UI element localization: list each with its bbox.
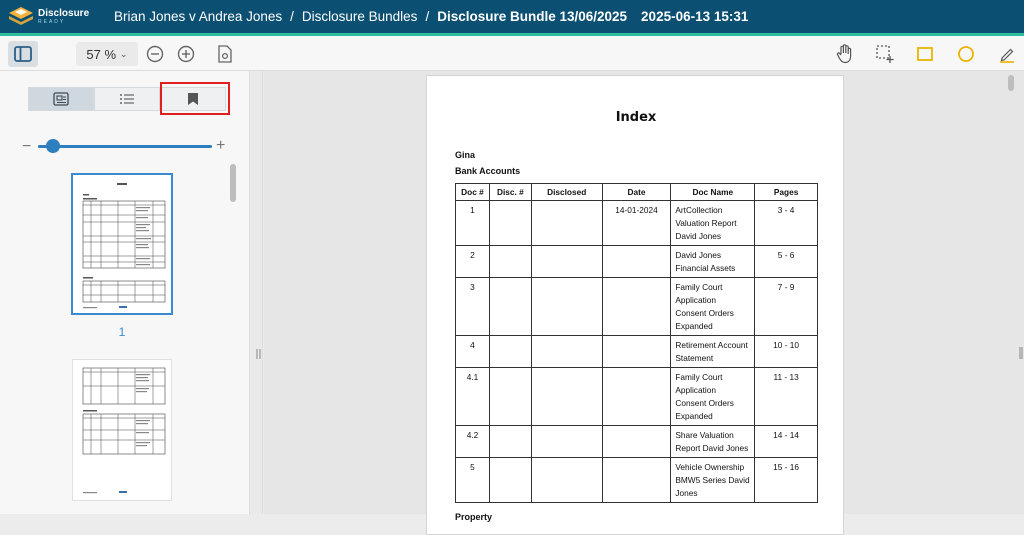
zoom-value: 57 %: [86, 46, 117, 62]
date-cell: 14-01-2024: [602, 201, 671, 246]
doc-name-cell: [671, 246, 755, 278]
panel-resize-handle[interactable]: [251, 71, 263, 514]
index-table: [455, 183, 818, 503]
sidebar-toggle-button[interactable]: [8, 41, 38, 67]
brand-logo[interactable]: [8, 6, 98, 28]
tab-outline[interactable]: [94, 87, 160, 111]
thumbnail-page-number: 1: [118, 325, 126, 339]
section-person: Gina: [455, 150, 476, 160]
pen-tool-button[interactable]: [997, 44, 1017, 64]
thumbnail-size-slider[interactable]: [22, 137, 232, 153]
doc-name-line: BMW5 Series David: [675, 475, 750, 485]
document-page: [426, 75, 844, 535]
doc-name-line: Expanded: [675, 321, 713, 331]
pages-cell: 7 - 9: [755, 278, 818, 336]
date-cell: [602, 336, 671, 368]
disclosed-cell: [531, 278, 602, 336]
date-cell: [602, 426, 671, 458]
column-header: Doc #: [456, 184, 490, 201]
brand-subtitle: READY: [38, 18, 66, 25]
doc-name-cell: [671, 458, 755, 503]
viewer-scrollbar[interactable]: [1004, 71, 1018, 514]
select-area-button[interactable]: [875, 44, 895, 64]
section-next: Property: [455, 512, 493, 522]
column-header: Pages: [755, 184, 818, 201]
thumbnail-sidebar: [0, 71, 250, 514]
zoom-out-button[interactable]: [146, 45, 164, 63]
doc-name-line: Retirement Account: [675, 340, 748, 350]
disclosed-cell: [531, 368, 602, 426]
zoom-in-icon: [177, 45, 195, 63]
pan-tool-button[interactable]: [835, 44, 855, 64]
doc-number-cell: 4.1: [456, 368, 490, 426]
table-row: [456, 336, 818, 368]
brand-name: Disclosure: [38, 7, 90, 19]
doc-name-line: Family Court: [675, 282, 723, 292]
doc-name-line: Report David Jones: [675, 443, 749, 453]
breadcrumb: [114, 9, 748, 24]
doc-name-line: David Jones: [675, 250, 722, 260]
page-thumbnail-preview: [73, 360, 171, 500]
plus-icon[interactable]: +: [216, 137, 226, 154]
outline-list-icon: [119, 93, 135, 105]
doc-name-line: Financial Assets: [675, 263, 736, 273]
table-row: [456, 201, 818, 246]
scrollbar-thumb[interactable]: [1008, 75, 1014, 91]
page-thumbnail-preview: [73, 175, 171, 313]
column-header: Disclosed: [531, 184, 602, 201]
rectangle-icon: [916, 46, 934, 62]
doc-number-cell: 5: [456, 458, 490, 503]
doc-number-cell: 4.2: [456, 426, 490, 458]
pages-cell: 14 - 14: [755, 426, 818, 458]
breadcrumb-separator: /: [290, 9, 294, 24]
page-title: Index: [615, 110, 657, 125]
table-row: [456, 458, 818, 503]
page-thumbnail[interactable]: [72, 359, 172, 501]
doc-name-cell: [671, 368, 755, 426]
disclosed-cell: [531, 336, 602, 368]
chevron-down-icon: ⌄: [120, 48, 128, 59]
doc-name-cell: [671, 426, 755, 458]
disclosed-cell: [531, 426, 602, 458]
doc-name-line: Share Valuation: [675, 430, 734, 440]
pages-cell: 15 - 16: [755, 458, 818, 503]
date-cell: [602, 278, 671, 336]
doc-name-line: Consent Orders: [675, 398, 734, 408]
app-header: [0, 0, 1024, 36]
breadcrumb-bundle: Disclosure Bundle 13/06/2025: [437, 9, 628, 24]
column-header: Doc Name: [671, 184, 755, 201]
disclosed-cell: [531, 246, 602, 278]
table-row: [456, 246, 818, 278]
doc-name-line: Application: [675, 385, 716, 395]
table-row: [456, 426, 818, 458]
doc-name-line: Expanded: [675, 411, 713, 421]
pages-cell: 3 - 4: [755, 201, 818, 246]
doc-name-cell: [671, 336, 755, 368]
page-thumbnail[interactable]: [71, 173, 173, 315]
doc-name-cell: [671, 201, 755, 246]
table-row: [456, 278, 818, 336]
pen-icon: [998, 45, 1016, 63]
pages-cell: 11 - 13: [755, 368, 818, 426]
minus-icon[interactable]: −: [22, 138, 32, 155]
doc-number-cell: 4: [456, 336, 490, 368]
table-header-row: [456, 184, 818, 201]
thumbnail-scrollbar[interactable]: [230, 164, 236, 202]
tab-thumbnails[interactable]: [28, 87, 94, 111]
hand-icon: [836, 44, 854, 64]
doc-name-cell: [671, 278, 755, 336]
circle-icon: [957, 45, 975, 63]
select-area-icon: [875, 44, 895, 64]
disc-number-cell: [489, 368, 531, 426]
disc-number-cell: [489, 246, 531, 278]
table-row: [456, 368, 818, 426]
doc-name-line: David Jones: [675, 231, 722, 241]
circle-tool-button[interactable]: [956, 44, 976, 64]
column-header: Disc. #: [489, 184, 531, 201]
zoom-in-button[interactable]: [177, 45, 195, 63]
disc-number-cell: [489, 336, 531, 368]
disc-number-cell: [489, 426, 531, 458]
doc-name-line: Valuation Report: [675, 218, 737, 228]
zoom-select[interactable]: [76, 42, 138, 66]
doc-name-line: Application: [675, 295, 716, 305]
disclosed-cell: [531, 201, 602, 246]
highlight-box: [160, 82, 230, 115]
breadcrumb-section[interactable]: Disclosure Bundles: [301, 9, 418, 24]
doc-name-line: ArtCollection: [675, 205, 723, 215]
rectangle-tool-button[interactable]: [915, 45, 935, 63]
doc-name-line: Vehicle Ownership: [675, 462, 745, 472]
doc-number-cell: 1: [456, 201, 490, 246]
slider-handle[interactable]: [46, 139, 60, 153]
disc-number-cell: [489, 458, 531, 503]
pages-cell: 5 - 6: [755, 246, 818, 278]
doc-name-line: Jones: [675, 488, 698, 498]
breadcrumb-case[interactable]: Brian Jones v Andrea Jones: [114, 9, 283, 24]
doc-number-cell: 2: [456, 246, 490, 278]
slider-track[interactable]: [38, 145, 212, 148]
document-viewer: [264, 71, 1024, 522]
date-cell: [602, 246, 671, 278]
disc-number-cell: [489, 201, 531, 246]
doc-number-cell: 3: [456, 278, 490, 336]
sidebar-icon: [14, 46, 32, 62]
doc-name-line: Statement: [675, 353, 714, 363]
section-group: Bank Accounts: [455, 166, 521, 176]
page-settings-button[interactable]: [216, 45, 234, 63]
drag-handle-icon: [1019, 345, 1023, 361]
doc-name-line: Consent Orders: [675, 308, 734, 318]
pages-cell: 10 - 10: [755, 336, 818, 368]
date-cell: [602, 458, 671, 503]
page-settings-icon: [217, 45, 233, 63]
date-cell: [602, 368, 671, 426]
disclosed-cell: [531, 458, 602, 503]
breadcrumb-separator: /: [425, 9, 430, 24]
column-header: Date: [602, 184, 671, 201]
zoom-out-icon: [146, 45, 164, 63]
doc-name-line: Family Court: [675, 372, 723, 382]
viewer-toolbar: [0, 36, 1024, 71]
thumbnails-icon: [53, 92, 69, 106]
logo-icon: [8, 6, 34, 28]
bundle-timestamp: 2025-06-13 15:31: [641, 9, 749, 24]
disc-number-cell: [489, 278, 531, 336]
